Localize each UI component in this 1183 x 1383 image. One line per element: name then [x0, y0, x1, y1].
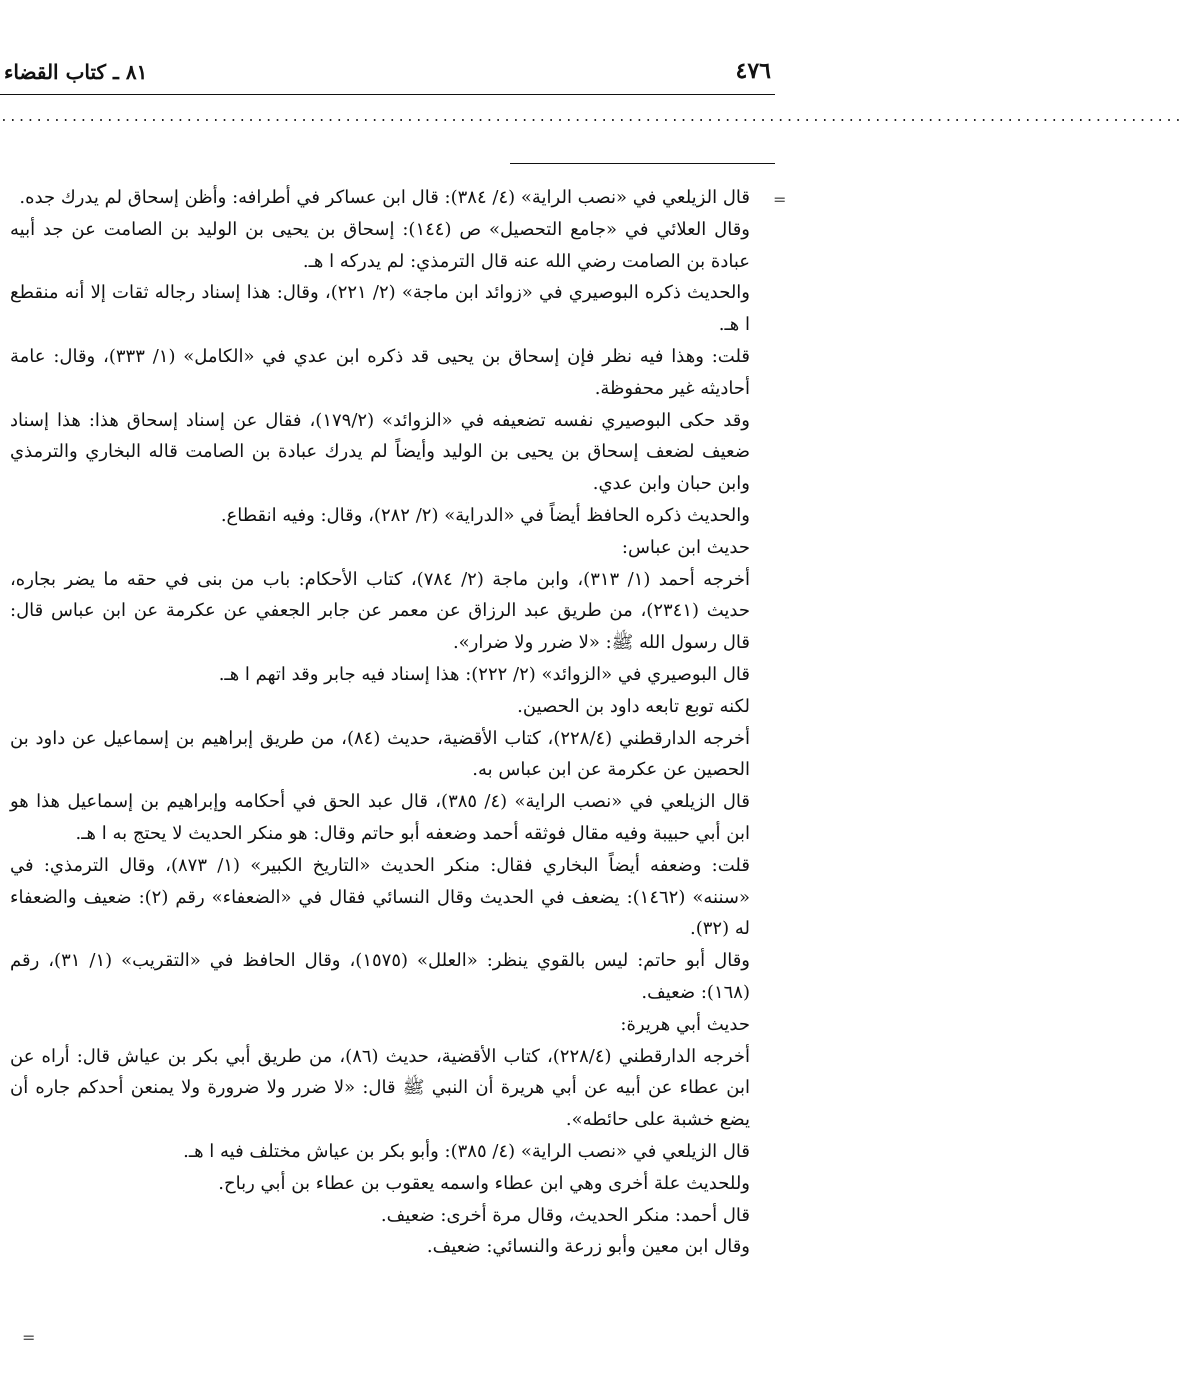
paragraph: أخرجه الدارقطني (٢٢٨/٤)، كتاب الأقضية، حديث (٨٦)، من طريق أبي بكر بن عياش قال: أراه عن ابن عطاء عن أبيه عن أبي هريرة أن النبي ﷺ قال: «لا ضرر ولا ضرورة ولا يمنعن أحدكم جاره أن يضع خشبة على حائطه». [10, 1045, 750, 1131]
footnote-rule [510, 163, 775, 164]
paragraph: قلت: وضعفه أيضاً البخاري فقال: منكر الحديث «التاريخ الكبير» (١/ ٨٧٣)، وقال الترمذي: في «سننه» (١٤٦٢): يضعف في الحديث وقال النسائي فقال في «الضعفاء» رقم (٢): ضعيف والضعفاء له (٣٢). [10, 854, 750, 940]
paragraph: قال الزيلعي في «نصب الراية» (٤/ ٣٨٥): وأبو بكر بن عياش مختلف فيه ا هـ. [183, 1140, 750, 1162]
continuation-mark-bottom: = [22, 1328, 36, 1347]
paragraph: وقال أبو حاتم: ليس بالقوي ينظر: «العلل» (١٥٧٥)، وقال الحافظ في «التقريب» (١/ ٣١)، رقم (١٦٨): ضعيف. [10, 950, 750, 1003]
page-number: ٤٧٦ [735, 58, 771, 84]
paragraph: أخرجه أحمد (١/ ٣١٣)، وابن ماجة (٢/ ٧٨٤)، كتاب الأحكام: باب من بنى في حقه ما يضر بجاره، حديث (٢٣٤١)، من طريق عبد الرزاق عن معمر عن جابر الجعفي عن عكرمة عن ابن عباس قال: قال رسول الله ﷺ: «لا ضرر ولا ضرار». [10, 568, 750, 654]
footnote-text [10, 182, 750, 1263]
page-header [0, 54, 775, 95]
paragraph: وقال العلائي في «جامع التحصيل» ص (١٤٤): إسحاق بن يحيى بن الوليد بن الصامت عن جد أبيه عبادة بن الصامت رضي الله عنه قال الترمذي: لم يدركه ا هـ. [10, 218, 750, 272]
paragraph: وقال ابن معين وأبو زرعة والنسائي: ضعيف. [426, 1236, 750, 1258]
section-heading: حديث أبي هريرة: [620, 1013, 750, 1035]
paragraph: أخرجه الدارقطني (٢٢٨/٤)، كتاب الأقضية، حديث (٨٤)، من طريق إبراهيم بن إسماعيل عن داود بن الحصين عن عكرمة عن ابن عباس به. [10, 727, 751, 781]
running-title: ٨١ ـ كتاب القضاء [4, 60, 148, 84]
paragraph: والحديث ذكره البوصيري في «زوائد ابن ماجة» (٢/ ٢٢١)، وقال: هذا إسناد رجاله ثقات إلا أنه منقطع ا هـ. [10, 282, 750, 336]
paragraph: والحديث ذكره الحافظ أيضاً في «الدراية» (٢/ ٢٨٢)، وقال: وفيه انقطاع. [220, 504, 750, 526]
section-heading: حديث ابن عباس: [621, 536, 750, 558]
paragraph: وقد حكى البوصيري نفسه تضعيفه في «الزوائد» (١٧٩/٢)، فقال عن إسناد إسحاق هذا: هذا إسناد ضعيف لضعف إسحاق بن يحيى بن الوليد وأيضاً لم يدرك عبادة بن الصامت قاله البخاري والترمذي وابن حبان وابن عدي. [10, 409, 750, 495]
continuation-mark-top: = [773, 190, 787, 209]
paragraph: قال البوصيري في «الزوائد» (٢/ ٢٢٢): هذا إسناد فيه جابر وقد اتهم ا هـ. [218, 663, 750, 685]
paragraph: قال الزيلعي في «نصب الراية» (٤/ ٣٨٤): قال ابن عساكر في أطرافه: وأظن إسحاق لم يدرك جده. [19, 187, 750, 208]
separator-dots: ...................................................................................................................................... [0, 110, 1183, 125]
paragraph: قلت: وهذا فيه نظر فإن إسحاق بن يحيى قد ذكره ابن عدي في «الكامل» (١/ ٣٣٣)، وقال: عامة أحاديثه غير محفوظة. [10, 345, 751, 399]
paragraph: لكنه توبع تابعه داود بن الحصين. [517, 695, 750, 717]
paragraph: قال الزيلعي في «نصب الراية» (٤/ ٣٨٥)، قال عبد الحق في أحكامه وإبراهيم بن إسماعيل هذا هو ابن أبي حبيبة وفيه مقال فوثقه أحمد وضعفه أبو حاتم وقال: هو منكر الحديث لا يحتج به ا هـ. [10, 791, 751, 844]
paragraph: وللحديث علة أخرى وهي ابن عطاء واسمه يعقوب بن عطاء بن أبي رباح. [218, 1172, 750, 1194]
paragraph: قال أحمد: منكر الحديث، وقال مرة أخرى: ضعيف. [380, 1204, 750, 1226]
